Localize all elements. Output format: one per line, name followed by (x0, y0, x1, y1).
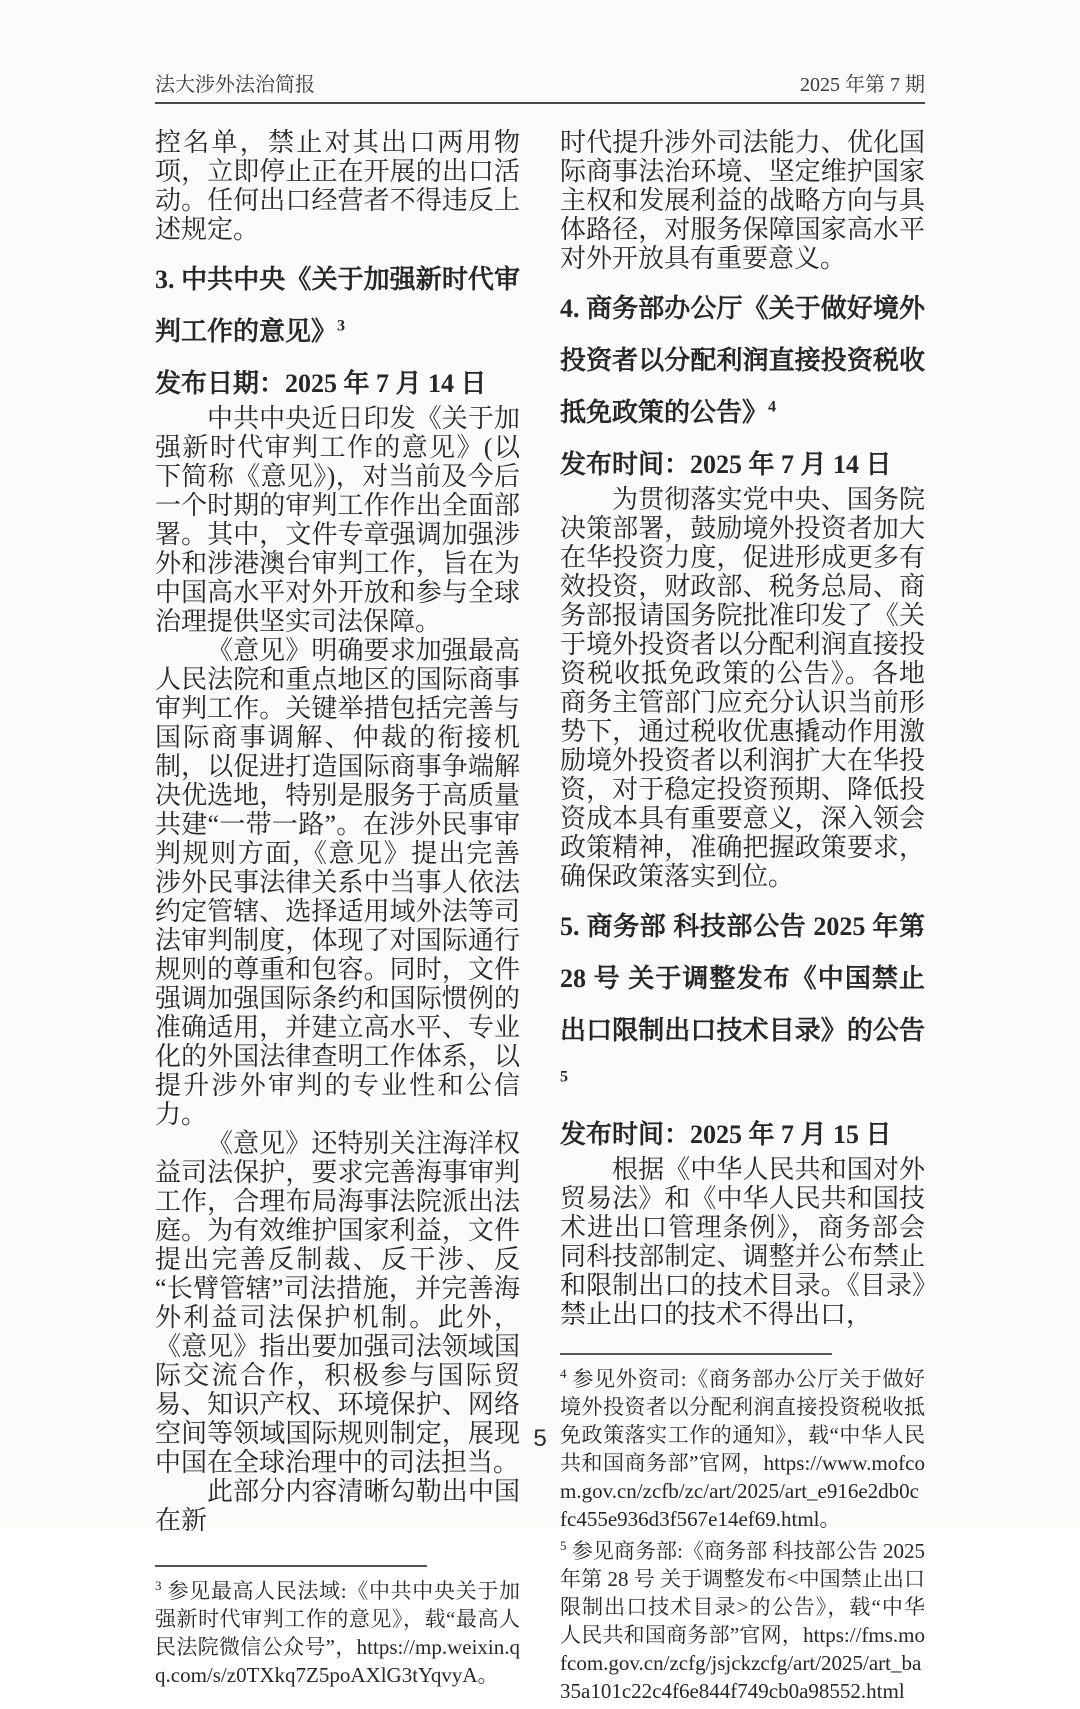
footnote-ref-5: 5 (560, 1068, 569, 1086)
paragraph: 为贯彻落实党中央、国务院决策部署，鼓励境外投资者加大在华投资力度，促进形成更多有效投资，财政部、税务总局、商务部报请国务院批准印发了《关于境外投资者以分配利润直接投资税收抵免政策的公告》。各地商务主管部门应充分认识当前形势下，通过税收优惠撬动作用激励境外投资者以利润扩大在华投资，对于稳定投资预期、降低投资成本具有重要意义，深入领会政策精神，准确把握政策要求，确保政策落实到位。 (560, 485, 925, 891)
publish-date-3: 发布日期：2025 年 7 月 14 日 (155, 369, 487, 398)
footnote-5-text: 参见商务部:《商务部 科技部公告 2025 年第 28 号 关于调整发布<中国禁止出口限制出口技术目录>的公告》，载“中华人民共和国商务部”官网，https://fms.mofcom.gov.cn/zcfg/jsjckzcfg/art/2025/art_ba35a101c22c4f6e844f749cb0a98552.html (560, 1539, 926, 1703)
footnote-3-text: 参见最高人民法域:《中共中央关于加强新时代审判工作的意见》，载“最高人民法院微信公众号”，https://mp.weixin.qq.com/s/z0TXkq7Z5poAXlG3tYqvyA。 (155, 1579, 520, 1687)
footnote-ref-4: 4 (768, 398, 777, 416)
footnote-5-marker: 5 (560, 1538, 567, 1553)
footnote-3 (155, 1577, 520, 1689)
footnotes-left (155, 1565, 520, 1689)
page-header (155, 68, 925, 104)
footnotes-right (560, 1353, 925, 1705)
page-number: 5 (533, 1425, 547, 1452)
publish-date-4: 发布时间：2025 年 7 月 14 日 (560, 450, 892, 479)
header-issue: 2025 年第 7 期 (800, 74, 925, 96)
footnote-3-marker: 3 (155, 1578, 162, 1593)
section-heading-3-text: 3. 中共中央《关于加强新时代审判工作的意见》 (155, 265, 520, 346)
right-column (560, 128, 925, 1709)
paragraph: 根据《中华人民共和国对外贸易法》和《中华人民共和国技术进出口管理条例》，商务部会同科技部制定、调整并公布禁止和限制出口的技术目录。《目录》禁止出口的技术不得出口， (560, 1155, 925, 1329)
header-title: 法大涉外法治简报 (155, 74, 315, 96)
section-heading-5-text: 5. 商务部 科技部公告 2025 年第 28 号 关于调整发布《中国禁止出口限制出口技术目录》的公告 (560, 912, 925, 1045)
footnote-divider (560, 1353, 832, 1355)
footnote-4-marker: 4 (560, 1366, 567, 1381)
paragraph: 《意见》明确要求加强最高人民法院和重点地区的国际商事审判工作。关键举措包括完善与国际商事调解、仲裁的衔接机制，以促进打造国际商事争端解决优选地，特别是服务于高质量共建“一带一路”。在涉外民事审判规则方面,《意见》提出完善涉外民事法律关系中当事人依法约定管辖、选择适用域外法等司法审判制度，体现了对国际通行规则的尊重和包容。同时，文件强调加强国际条约和国际惯例的准确适用，并建立高水平、专业化的外国法律查明工作体系，以提升涉外审判的专业性和公信力。 (155, 636, 520, 1129)
footnote-5 (560, 1537, 925, 1705)
footnote-4-text: 参见外资司:《商务部办公厅关于做好境外投资者以分配利润直接投资税收抵免政策落实工作的通知》，载“中华人民共和国商务部”官网，https://www.mofcom.gov.cn/zcfb/zc/art/2025/art_e916e2db0cfc455e936d3f567e14ef69.html。 (560, 1367, 925, 1531)
section-heading-3 (155, 254, 520, 358)
footnote-ref-3: 3 (337, 317, 346, 335)
left-column (155, 128, 520, 1709)
section-heading-5 (560, 901, 925, 1109)
paragraph-continuation: 控名单，禁止对其出口两用物项，立即停止正在开展的出口活动。任何出口经营者不得违反上述规定。 (155, 128, 520, 244)
paragraph: 《意见》还特别关注海洋权益司法保护，要求完善海事审判工作，合理布局海事法院派出法庭。为有效维护国家利益，文件提出完善反制裁、反干涉、反“长臂管辖”司法措施，并完善海外利益司法保护机制。此外，《意见》指出要加强司法领域国际交流合作，积极参与国际贸易、知识产权、环境保护、网络空间等领域国际规则制定，展现中国在全球治理中的司法担当。 (155, 1129, 520, 1477)
content-columns (155, 128, 925, 1709)
footnote-divider (155, 1565, 427, 1567)
paragraph: 此部分内容清晰勾勒出中国在新 (155, 1477, 520, 1535)
section-heading-4-text: 4. 商务部办公厅《关于做好境外投资者以分配利润直接投资税收抵免政策的公告》 (560, 294, 925, 427)
paragraph: 中共中央近日印发《关于加强新时代审判工作的意见》(以下简称《意见》)，对当前及今后一个时期的审判工作作出全面部署。其中，文件专章强调加强涉外和涉港澳台审判工作，旨在为中国高水平对外开放和参与全球治理提供坚实司法保障。 (155, 404, 520, 636)
publish-date-5: 发布时间：2025 年 7 月 15 日 (560, 1120, 892, 1149)
section-heading-4 (560, 283, 925, 439)
paragraph-continuation: 时代提升涉外司法能力、优化国际商事法治环境、坚定维护国家主权和发展利益的战略方向与具体路径，对服务保障国家高水平对外开放具有重要意义。 (560, 128, 925, 273)
